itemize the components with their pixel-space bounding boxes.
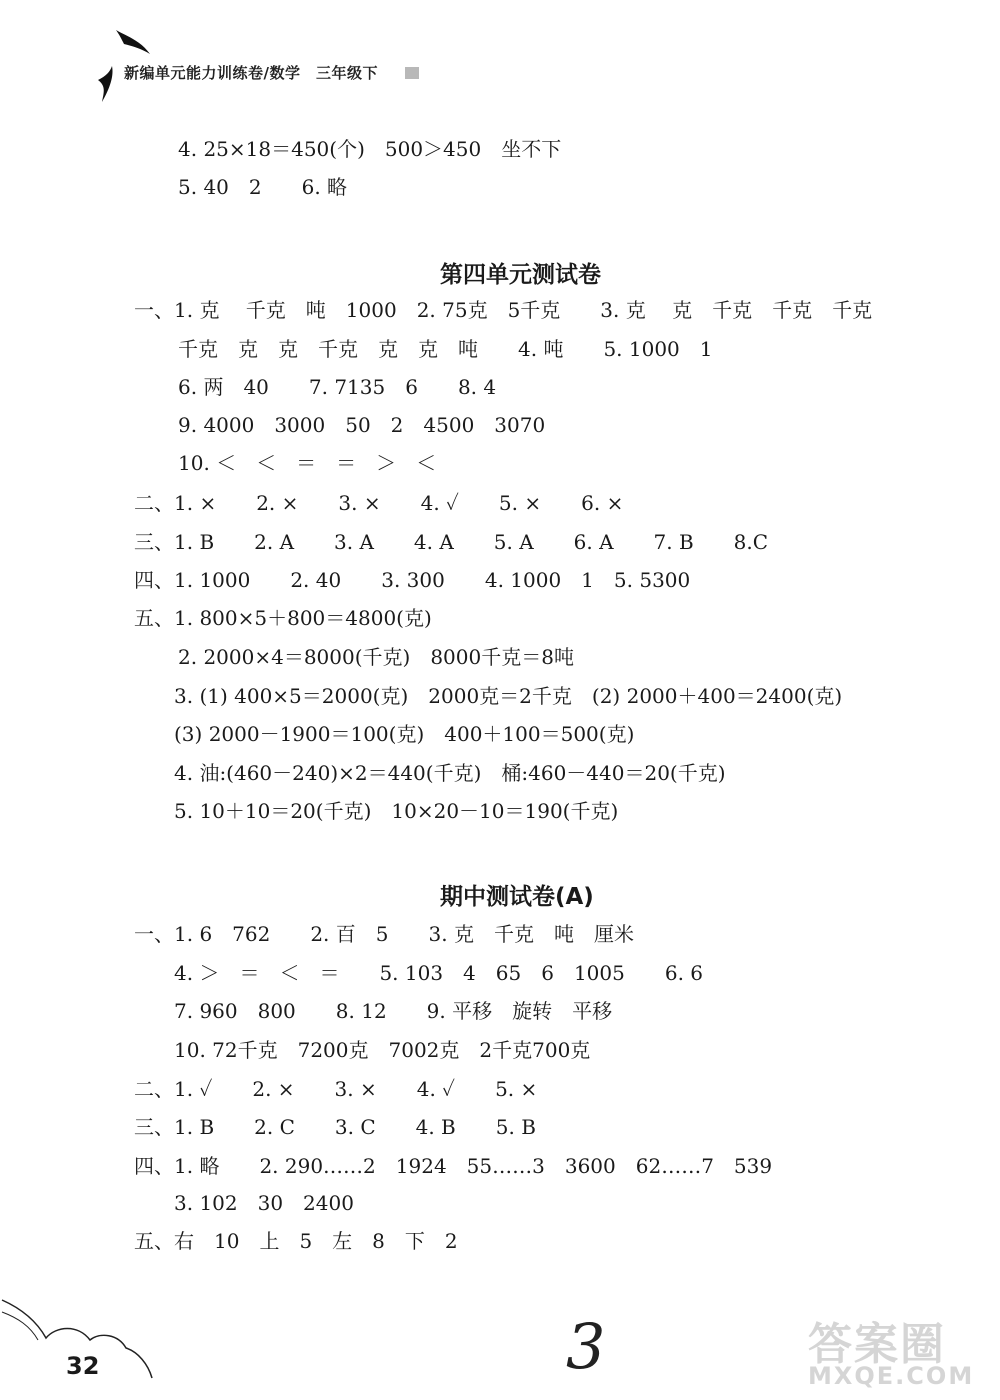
answer-line: 5. 10＋10＝20(千克) 10×20－10＝190(千克) bbox=[174, 799, 619, 823]
header-title: 新编单元能力训练卷/数学 三年级下 bbox=[124, 64, 378, 82]
answer-line: 一、1. 6 762 2. 百 5 3. 克 千克 吨 厘米 bbox=[134, 922, 634, 946]
answer-line: 四、1. 略 2. 290……2 1924 55……3 3600 62……7 539 bbox=[134, 1154, 773, 1178]
answer-line: 一、1. 克 千克 吨 1000 2. 75克 5千克 3. 克 克 千克 千克 千克 bbox=[134, 298, 873, 322]
answer-line: 五、右 10 上 5 左 8 下 2 bbox=[134, 1229, 458, 1253]
watermark-url: MXQE.COM bbox=[808, 1362, 975, 1390]
answer-line: 10. ＜ ＜ ＝ ＝ ＞ ＜ bbox=[178, 451, 437, 475]
answer-line: 三、1. B 2. A 3. A 4. A 5. A 6. A 7. B 8.C bbox=[134, 530, 769, 554]
cloud-decoration-icon bbox=[0, 1290, 170, 1400]
answer-line: 9. 4000 3000 50 2 4500 3070 bbox=[178, 413, 546, 437]
header-square-icon bbox=[405, 67, 419, 79]
answer-line: 4. 25×18＝450(个) 500＞450 坐不下 bbox=[178, 137, 562, 161]
answer-line: 千克 克 克 千克 克 克 吨 4. 吨 5. 1000 1 bbox=[178, 337, 713, 361]
answer-line: 三、1. B 2. C 3. C 4. B 5. B bbox=[134, 1115, 536, 1139]
answer-line: 3. (1) 400×5＝2000(克) 2000克＝2千克 (2) 2000＋400＝2400(克) bbox=[174, 684, 843, 708]
answer-line: 四、1. 1000 2. 40 3. 300 4. 1000 1 5. 5300 bbox=[134, 568, 691, 592]
answer-line: 二、1. ✓ 2. × 3. × 4. ✓ 5. × bbox=[134, 1077, 538, 1101]
answer-line: (3) 2000－1900＝100(克) 400＋100＝500(克) bbox=[174, 722, 635, 746]
answer-line: 4. ＞ ＝ ＜ ＝ 5. 103 4 65 6 1005 6. 6 bbox=[174, 961, 704, 985]
answer-line: 7. 960 800 8. 12 9. 平移 旋转 平移 bbox=[174, 999, 613, 1023]
answer-line: 4. 油:(460－240)×2＝440(千克) 桶:460－440＝20(千克) bbox=[174, 761, 726, 785]
answer-line: 5. 40 2 6. 略 bbox=[178, 175, 348, 199]
section-title: 期中测试卷(A) bbox=[440, 884, 594, 910]
page-number: 32 bbox=[66, 1352, 100, 1380]
answer-line: 二、1. × 2. × 3. × 4. ✓ 5. × 6. × bbox=[134, 491, 624, 515]
section-title: 第四单元测试卷 bbox=[440, 262, 601, 288]
handwritten-mark: 3 bbox=[566, 1310, 606, 1383]
answer-line: 2. 2000×4＝8000(千克) 8000千克＝8吨 bbox=[178, 645, 574, 669]
answer-line: 6. 两 40 7. 7135 6 8. 4 bbox=[178, 375, 497, 399]
answer-line: 五、1. 800×5＋800＝4800(克) bbox=[134, 606, 432, 630]
answer-line: 3. 102 30 2400 bbox=[174, 1191, 354, 1215]
answer-line: 10. 72千克 7200克 7002克 2千克700克 bbox=[174, 1038, 591, 1062]
watermark-text: 答案圈 bbox=[808, 1319, 946, 1370]
